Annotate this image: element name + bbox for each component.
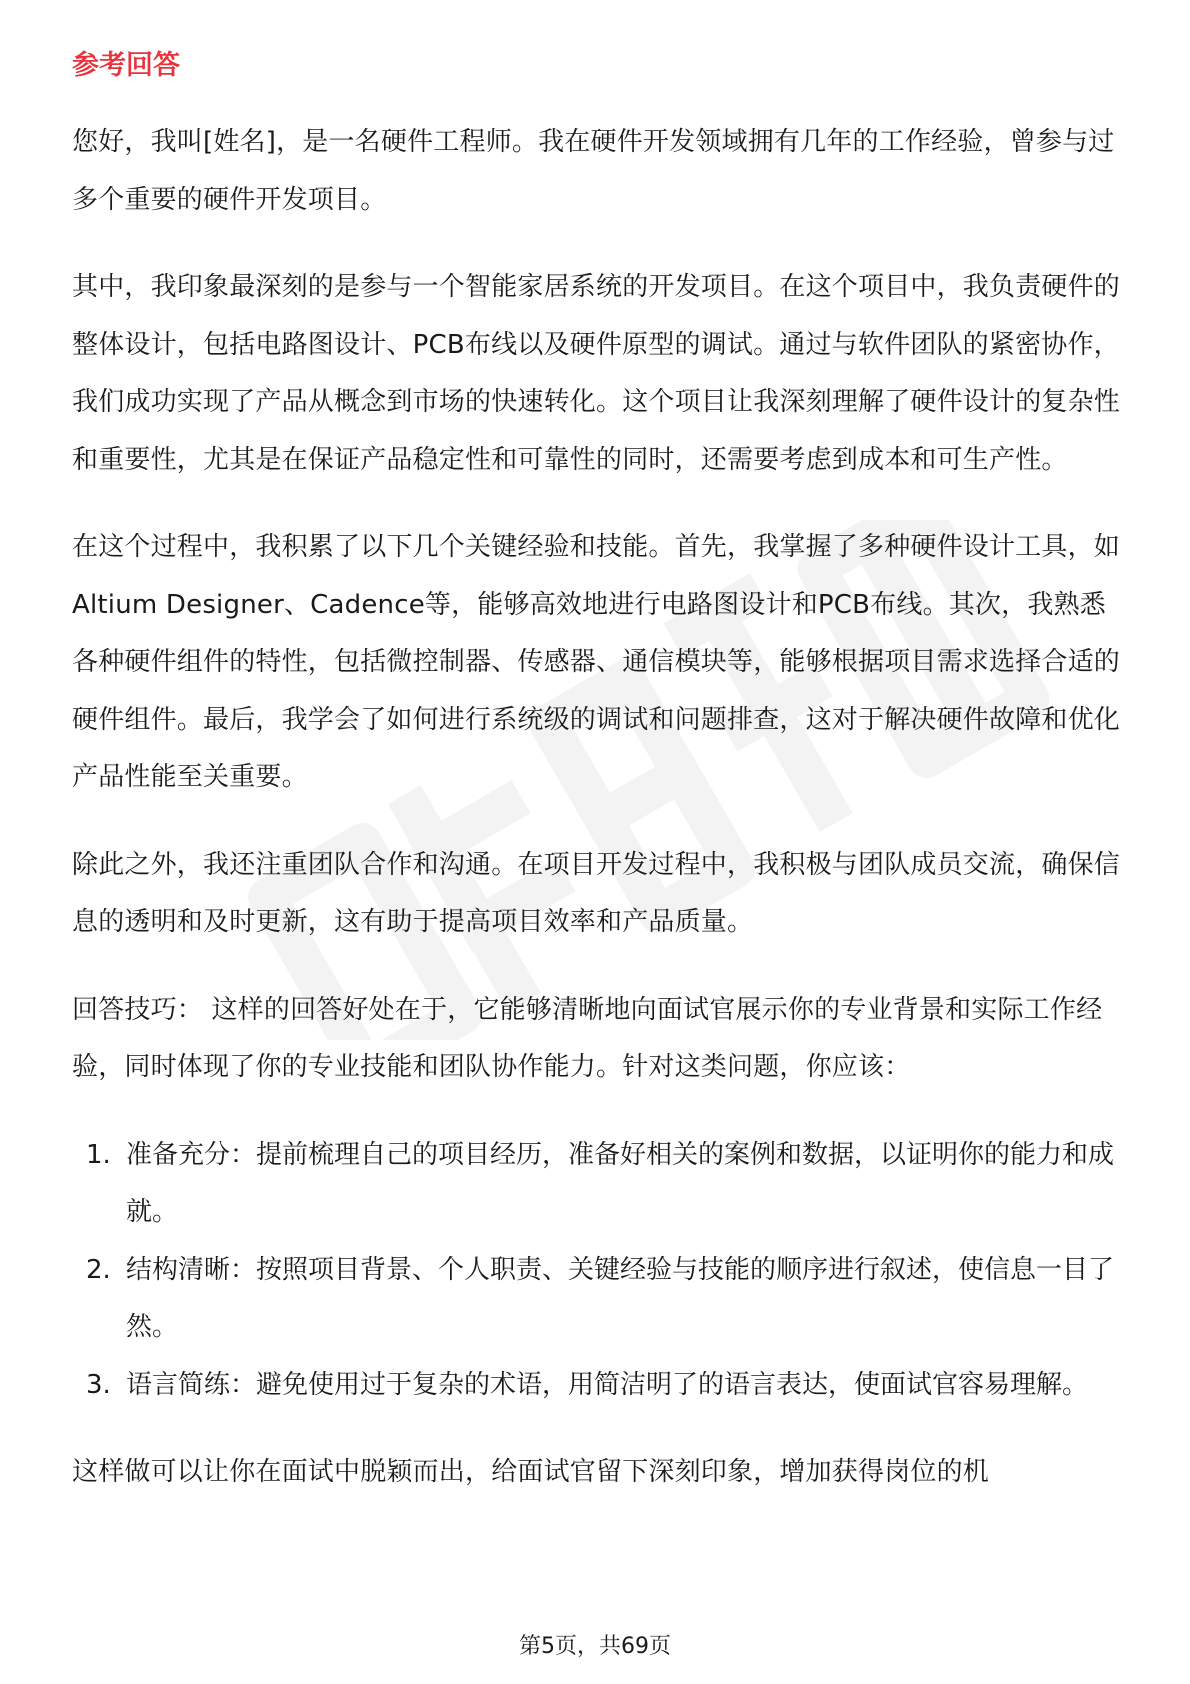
list-item bbox=[72, 1127, 1132, 1242]
list-item bbox=[72, 1357, 1132, 1415]
paragraph-project: 其中，我印象最深刻的是参与一个智能家居系统的开发项目。在这个项目中，我负责硬件的整体设计，包括电路图设计、PCB布线以及硬件原型的调试。通过与软件团队的紧密协作，我们成功实现了产品从概念到市场的快速转化。这个项目让我深刻理解了硬件设计的复杂性和重要性，尤其是在保证产品稳定性和可靠性的同时，还需要考虑到成本和可生产性。 bbox=[72, 272, 1121, 475]
list-item-number: 2. bbox=[86, 1254, 111, 1285]
list-item-text: 结构清晰：按照项目背景、个人职责、关键经验与技能的顺序进行叙述，使信息一目了然。 bbox=[126, 1254, 1115, 1342]
section-heading: 参考回答 bbox=[72, 50, 180, 81]
list-item-text: 准备充分：提前梳理自己的项目经历，准备好相关的案例和数据，以证明你的能力和成就。 bbox=[126, 1139, 1115, 1227]
list-item bbox=[72, 1242, 1132, 1357]
tips-list bbox=[72, 1127, 1132, 1415]
page-number-footer: 第5页，共69页 bbox=[519, 1634, 671, 1659]
paragraph-teamwork: 除此之外，我还注重团队合作和沟通。在项目开发过程中，我积极与团队成员交流，确保信息的透明和及时更新，这有助于提高项目效率和产品质量。 bbox=[72, 849, 1121, 937]
document-content bbox=[72, 46, 1132, 1532]
paragraph-intro: 您好，我叫[姓名]，是一名硬件工程师。我在硬件开发领域拥有几年的工作经验，曾参与过多个重要的硬件开发项目。 bbox=[72, 127, 1115, 215]
list-item-text: 语言简练：避免使用过于复杂的术语，用简洁明了的语言表达，使面试官容易理解。 bbox=[126, 1369, 1089, 1400]
list-item-number: 3. bbox=[86, 1369, 111, 1400]
paragraph-answer-tips: 回答技巧： 这样的回答好处在于，它能够清晰地向面试官展示你的专业背景和实际工作经验，同时体现了你的专业技能和团队协作能力。针对这类问题，你应该： bbox=[72, 994, 1103, 1082]
paragraph-skills: 在这个过程中，我积累了以下几个关键经验和技能。首先，我掌握了多种硬件设计工具，如Altium Designer、Cadence等，能够高效地进行电路图设计和PCB布线。其次，我熟悉各种硬件组件的特性，包括微控制器、传感器、通信模块等，能够根据项目需求选择合适的硬件组件。最后，我学会了如何进行系统级的调试和问题排查，这对于解决硬件故障和优化产品性能至关重要。 bbox=[72, 532, 1121, 792]
paragraph-closing: 这样做可以让你在面试中脱颖而出，给面试官留下深刻印象，增加获得岗位的机 bbox=[72, 1457, 990, 1487]
list-item-number: 1. bbox=[86, 1139, 111, 1170]
